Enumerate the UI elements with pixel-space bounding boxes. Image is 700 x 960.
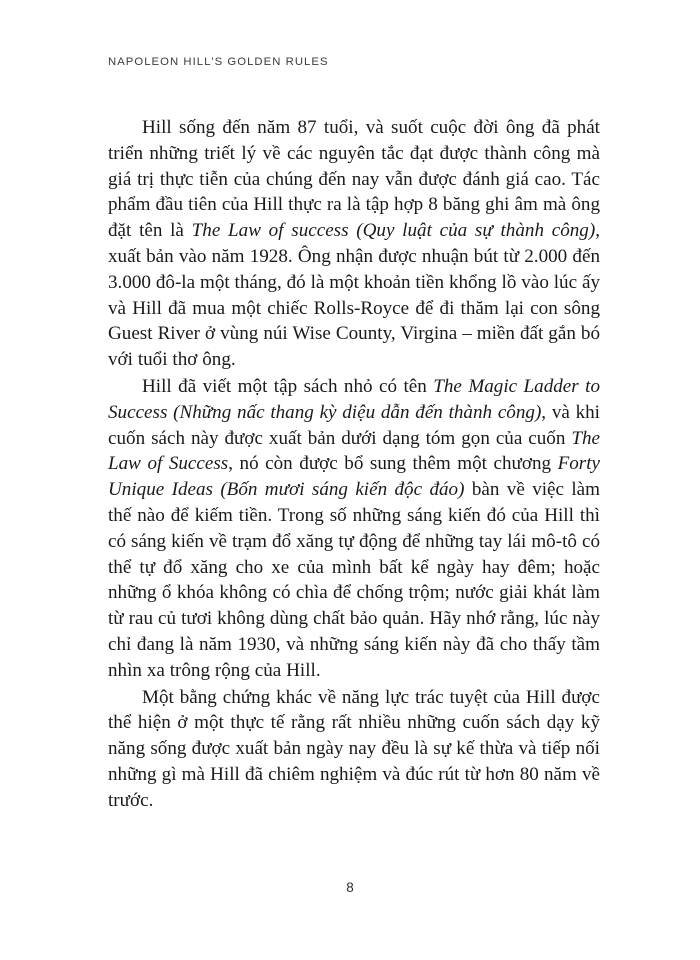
text-run: , xuất bản vào năm 1928. Ông nhận được nhuận bút từ 2.000 đến 3.000 đô-la một tháng, đó là một khoản tiền khổng lồ vào lúc ấy và Hill đã mua một chiếc Rolls-Royce để đi thăm lại con sông Guest River ở vùng núi Wise County, Virgina – miền đất gắn bó với tuổi thơ ông.: [108, 220, 600, 371]
text-run: Hill đã viết một tập sách nhỏ có tên: [142, 375, 434, 397]
italic-title-run: The Law of success (Quy luật của sự thành công): [191, 220, 596, 242]
running-head: NAPOLEON HILL'S GOLDEN RULES: [108, 56, 329, 68]
text-run: Hill sống đến năm 87 tuổi, và suốt cuộc đời ông đã phát triển những triết lý về các nguyên tắc đạt được thành công mà giá trị thực tiễn của chúng đến nay vẫn được đánh giá cao. Tác phẩm đầu tiên của Hill thực ra là tập hợp 8 băng ghi âm mà ông đặt tên là: [108, 117, 600, 242]
text-run: Một bằng chứng khác về năng lực trác tuyệt của Hill được thể hiện ở một thực tế rằng rất nhiều những cuốn sách dạy kỹ năng sống được xuất bản ngày nay đều là sự kế thừa và tiếp nối những gì mà Hill đã chiêm nghiệm và đúc rút từ hơn 80 năm về trước.: [108, 686, 600, 811]
paragraph-2: [108, 374, 600, 684]
text-run: bàn về việc làm thế nào để kiếm tiền. Trong số những sáng kiến đó của Hill thì có sáng kiến về trạm đổ xăng tự động để những tay lái mô-tô có thể tự đổ xăng cho xe của mình bất kể ngày hay đêm; hoặc những ổ khóa không có chìa để chống trộm; nước giải khát làm từ rau củ tươi không dùng chất bảo quản. Hãy nhớ rằng, lúc này chỉ đang là năm 1930, và những sáng kiến này đã cho thấy tầm nhìn xa trông rộng của Hill.: [108, 479, 600, 681]
page-number: 8: [346, 880, 354, 895]
body-text-block: [108, 115, 600, 814]
text-run: , nó còn được bổ sung thêm một chương: [228, 453, 558, 475]
italic-title-run: Forty Unique Ideas (Bốn mươi sáng kiến độc đáo): [108, 453, 600, 501]
italic-title-run: The Law of Success: [108, 427, 600, 475]
italic-title-run: The Magic Ladder to Success (Những nấc thang kỳ diệu dẫn đến thành công): [108, 375, 600, 423]
paragraph-3: [108, 685, 600, 814]
text-run: , và khi cuốn sách này được xuất bản dưới dạng tóm gọn của cuốn: [108, 401, 600, 449]
paragraph-1: [108, 115, 600, 373]
